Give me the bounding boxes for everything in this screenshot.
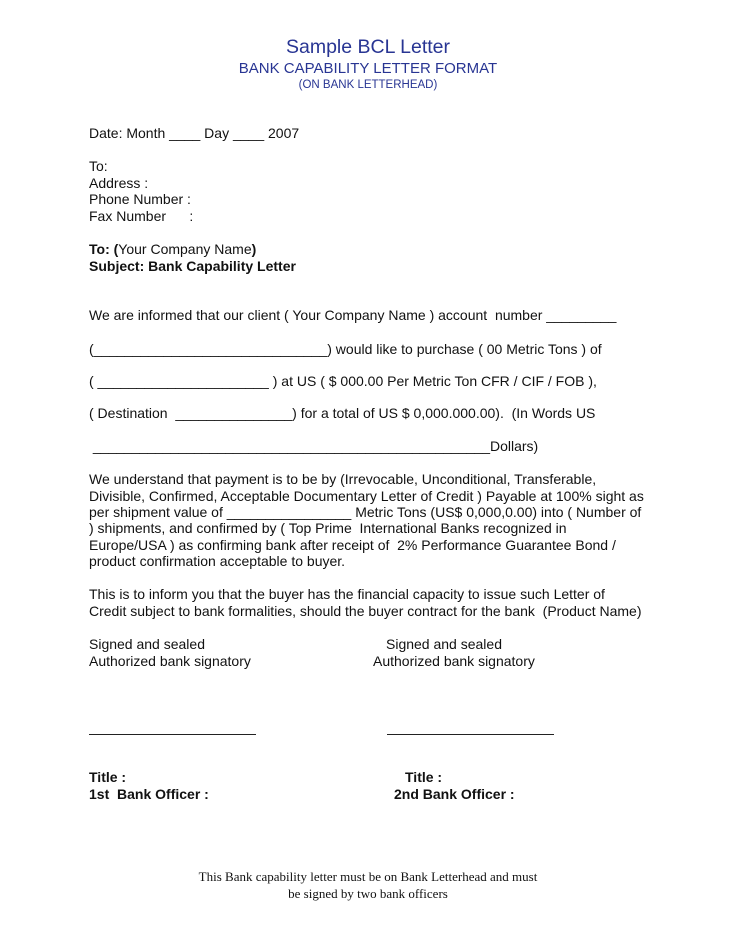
para2-line: Europe/USA ) as confirming bank after receipt of 2% Performance Guarantee Bond /: [89, 537, 616, 553]
para3-line: This is to inform you that the buyer has the financial capacity to issue such Letter of: [89, 586, 605, 602]
para2-line: We understand that payment is to be by (Irrevocable, Unconditional, Transferable,: [89, 471, 597, 487]
para2-line: Divisible, Confirmed, Acceptable Documentary Letter of Credit ) Payable at 100% sight as: [89, 488, 644, 504]
right-title-label: Title :: [405, 769, 443, 785]
page-title: Sample BCL Letter: [285, 36, 451, 58]
recipient-address: Address :: [89, 175, 149, 191]
para2-line: per shipment value of ________________ Metric Tons (US$ 0,000,0.00) into ( Number of: [89, 504, 642, 520]
para3-line: Credit subject to bank formalities, should the buyer contract for the bank (Product Name): [89, 603, 642, 619]
to-company-close: ): [251, 241, 257, 257]
para1-line: ( Destination _______________) for a total of US $ 0,000.000.00). (In Words US: [89, 405, 596, 421]
to-company-line: [89, 241, 256, 258]
para1-line: ___________________________________________________Dollars): [89, 438, 539, 454]
recipient-phone: Phone Number :: [89, 191, 191, 207]
footer-note-line: be signed by two bank officers: [288, 886, 448, 901]
right-signature-line: [387, 734, 554, 735]
para1-line: We are informed that our client ( Your Company Name ) account number _________: [89, 307, 617, 323]
recipient-to: To:: [89, 158, 108, 174]
para2-line: product confirmation acceptable to buyer.: [89, 553, 346, 569]
to-company-label: To: (: [89, 241, 119, 257]
recipient-fax: Fax Number :: [89, 208, 194, 224]
left-officer-label: 1st Bank Officer :: [89, 786, 209, 802]
date-line: Date: Month ____ Day ____ 2007: [89, 125, 300, 141]
para1-line: ( ______________________ ) at US ( $ 000.00 Per Metric Ton CFR / CIF / FOB ),: [89, 373, 597, 389]
letterhead-note: (ON BANK LETTERHEAD): [298, 79, 438, 91]
left-signed-sealed: Signed and sealed: [89, 636, 205, 652]
right-officer-label: 2nd Bank Officer :: [394, 786, 515, 802]
left-authorized-signatory: Authorized bank signatory: [89, 653, 251, 669]
para2-line: ) shipments, and confirmed by ( Top Prime International Banks recognized in: [89, 520, 567, 536]
right-signed-sealed: Signed and sealed: [386, 636, 502, 652]
footer-note-line: This Bank capability letter must be on Bank Letterhead and must: [198, 869, 538, 884]
left-title-label: Title :: [89, 769, 127, 785]
left-signature-line: [89, 734, 256, 735]
right-authorized-signatory: Authorized bank signatory: [373, 653, 535, 669]
para1-line: (______________________________) would like to purchase ( 00 Metric Tons ) of: [89, 341, 602, 357]
to-company-name: Your Company Name: [118, 241, 252, 257]
subject-line: Subject: Bank Capability Letter: [89, 258, 296, 274]
page-subtitle: BANK CAPABILITY LETTER FORMAT: [238, 60, 498, 77]
